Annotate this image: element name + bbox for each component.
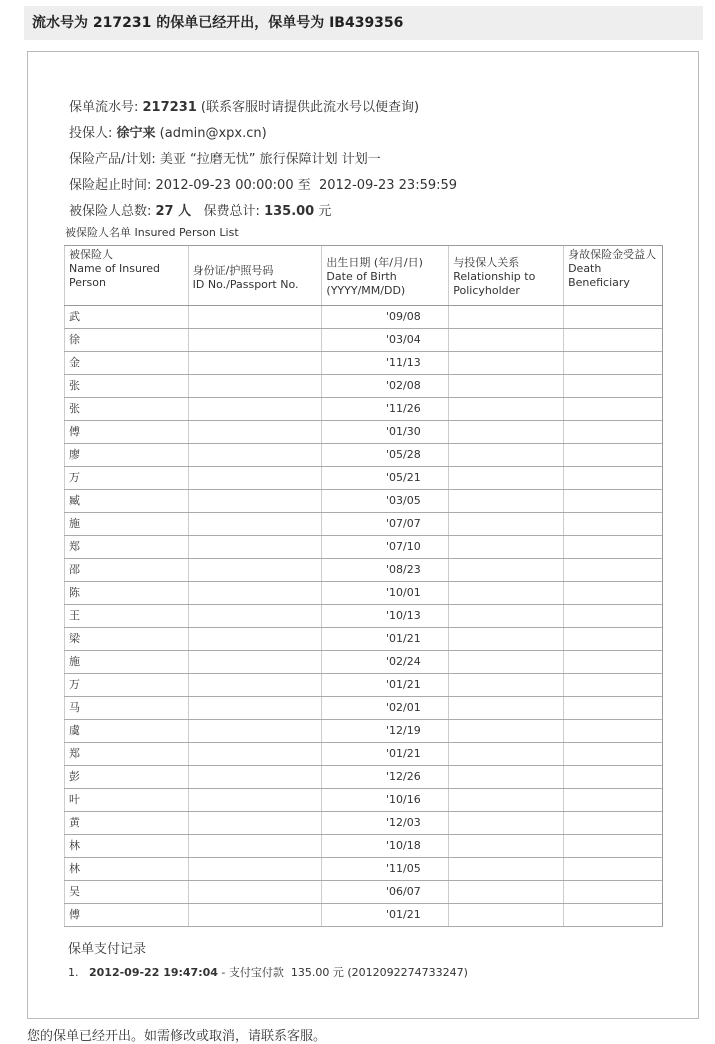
cell-relationship <box>449 375 564 398</box>
holder-line <box>69 122 267 141</box>
cell-name: 傅 <box>65 904 189 927</box>
cell-id <box>188 352 322 375</box>
column-en: Relationship to Policyholder <box>453 270 536 297</box>
cell-relationship <box>449 881 564 904</box>
holder-name: 徐宁来 <box>116 126 156 141</box>
column-header-id <box>188 246 322 306</box>
header-middle: 的保单已经开出，保单号为 <box>151 15 330 31</box>
header-policy-no: IB439356 <box>329 15 404 31</box>
cell-name: 徐 <box>65 329 189 352</box>
cell-id <box>188 835 322 858</box>
header-serial: 217231 <box>92 15 152 31</box>
serial-value: 217231 <box>142 100 197 115</box>
cell-id <box>188 375 322 398</box>
product-value: 美亚 “拉磨无忧” 旅行保障计划 计划一 <box>159 152 381 167</box>
cell-beneficiary <box>564 559 663 582</box>
cell-name: 金 <box>65 352 189 375</box>
cell-relationship <box>449 513 564 536</box>
table-row <box>65 858 663 881</box>
cell-relationship <box>449 559 564 582</box>
cell-dob: '10/13 <box>322 605 449 628</box>
column-header-name <box>65 246 189 306</box>
table-row <box>65 513 663 536</box>
cell-id <box>188 881 322 904</box>
period-value: 2012-09-23 00:00:00 至 2012-09-23 23:59:59 <box>155 178 458 193</box>
cell-dob: '02/24 <box>322 651 449 674</box>
cell-name: 施 <box>65 651 189 674</box>
cell-name: 吴 <box>65 881 189 904</box>
cell-name: 林 <box>65 858 189 881</box>
cell-relationship <box>449 329 564 352</box>
payment-time: 2012-09-22 19:47:04 <box>89 966 218 979</box>
cell-id <box>188 467 322 490</box>
cell-id <box>188 697 322 720</box>
table-row <box>65 789 663 812</box>
count-value: 27 人 <box>155 204 192 219</box>
cell-relationship <box>449 421 564 444</box>
header-bar <box>24 6 703 40</box>
table-row <box>65 697 663 720</box>
cell-id <box>188 674 322 697</box>
cell-id <box>188 789 322 812</box>
period-label: 保险起止时间: <box>69 178 156 193</box>
product-line <box>69 148 381 167</box>
serial-line <box>69 96 419 115</box>
cell-id <box>188 559 322 582</box>
cell-beneficiary <box>564 674 663 697</box>
cell-id <box>188 651 322 674</box>
cell-beneficiary <box>564 352 663 375</box>
cell-relationship <box>449 835 564 858</box>
cell-relationship <box>449 789 564 812</box>
cell-beneficiary <box>564 421 663 444</box>
cell-relationship <box>449 720 564 743</box>
footer-notice: 您的保单已经开出。如需修改或取消，请联系客服。 <box>27 1029 327 1044</box>
table-row <box>65 421 663 444</box>
cell-relationship <box>449 743 564 766</box>
cell-relationship <box>449 766 564 789</box>
cell-id <box>188 513 322 536</box>
cell-name: 张 <box>65 398 189 421</box>
table-row <box>65 375 663 398</box>
cell-dob: '02/01 <box>322 697 449 720</box>
cell-name: 梁 <box>65 628 189 651</box>
cell-dob: '03/04 <box>322 329 449 352</box>
cell-dob: '12/26 <box>322 766 449 789</box>
cell-name: 马 <box>65 697 189 720</box>
cell-relationship <box>449 306 564 329</box>
cell-id <box>188 444 322 467</box>
cell-id <box>188 421 322 444</box>
cell-name: 万 <box>65 674 189 697</box>
cell-id <box>188 766 322 789</box>
cell-beneficiary <box>564 306 663 329</box>
total-label: 保费总计: <box>191 204 265 219</box>
cell-name: 叶 <box>65 789 189 812</box>
cell-beneficiary <box>564 858 663 881</box>
serial-label: 保单流水号: <box>69 100 143 115</box>
cell-name: 虞 <box>65 720 189 743</box>
cell-relationship <box>449 352 564 375</box>
table-row <box>65 720 663 743</box>
cell-id <box>188 490 322 513</box>
table-row <box>65 881 663 904</box>
cell-dob: '07/07 <box>322 513 449 536</box>
cell-beneficiary <box>564 536 663 559</box>
cell-id <box>188 605 322 628</box>
insured-person-rows <box>65 306 663 927</box>
table-header-row <box>65 246 663 306</box>
cell-name: 陈 <box>65 582 189 605</box>
cell-beneficiary <box>564 398 663 421</box>
cell-beneficiary <box>564 720 663 743</box>
cell-id <box>188 628 322 651</box>
table-row <box>65 904 663 927</box>
table-row <box>65 398 663 421</box>
cell-id <box>188 398 322 421</box>
cell-name: 施 <box>65 513 189 536</box>
cell-name: 万 <box>65 467 189 490</box>
cell-beneficiary <box>564 490 663 513</box>
column-en: Date of Birth (YYYY/MM/DD) <box>326 270 406 297</box>
cell-dob: '02/08 <box>322 375 449 398</box>
cell-dob: '05/21 <box>322 467 449 490</box>
cell-beneficiary <box>564 628 663 651</box>
column-header-dob <box>322 246 449 306</box>
cell-dob: '12/19 <box>322 720 449 743</box>
insured-list-label: 被保险人名单 Insured Person List <box>65 226 239 239</box>
cell-id <box>188 536 322 559</box>
cell-dob: '11/13 <box>322 352 449 375</box>
table-row <box>65 605 663 628</box>
cell-relationship <box>449 904 564 927</box>
cell-beneficiary <box>564 881 663 904</box>
cell-relationship <box>449 444 564 467</box>
cell-relationship <box>449 490 564 513</box>
cell-dob: '08/23 <box>322 559 449 582</box>
cell-beneficiary <box>564 904 663 927</box>
cell-beneficiary <box>564 789 663 812</box>
column-zh: 身故保险金受益人 <box>568 248 657 261</box>
cell-relationship <box>449 651 564 674</box>
column-zh: 被保险人 <box>69 248 113 261</box>
total-unit: 元 <box>314 204 332 219</box>
column-zh: 身份证/护照号码 <box>192 264 274 277</box>
cell-name: 郑 <box>65 743 189 766</box>
cell-relationship <box>449 536 564 559</box>
cell-relationship <box>449 467 564 490</box>
cell-dob: '06/07 <box>322 881 449 904</box>
cell-relationship <box>449 812 564 835</box>
period-line <box>69 174 457 193</box>
column-header-beneficiary <box>564 246 663 306</box>
cell-id <box>188 720 322 743</box>
column-header-relationship <box>449 246 564 306</box>
cell-beneficiary <box>564 329 663 352</box>
table-row <box>65 812 663 835</box>
cell-beneficiary <box>564 812 663 835</box>
table-row <box>65 490 663 513</box>
table-row <box>65 329 663 352</box>
cell-beneficiary <box>564 444 663 467</box>
cell-name: 黄 <box>65 812 189 835</box>
table-row <box>65 651 663 674</box>
cell-dob: '11/26 <box>322 398 449 421</box>
table-row <box>65 467 663 490</box>
table-row <box>65 352 663 375</box>
payment-title: 保单支付记录 <box>68 942 147 957</box>
cell-dob: '09/08 <box>322 306 449 329</box>
cell-beneficiary <box>564 605 663 628</box>
cell-name: 王 <box>65 605 189 628</box>
cell-dob: '10/01 <box>322 582 449 605</box>
table-row <box>65 628 663 651</box>
cell-id <box>188 306 322 329</box>
cell-id <box>188 812 322 835</box>
cell-dob: '01/21 <box>322 904 449 927</box>
cell-beneficiary <box>564 467 663 490</box>
column-zh: 与投保人关系 <box>453 256 520 269</box>
cell-dob: '01/21 <box>322 743 449 766</box>
serial-note: (联系客服时请提供此流水号以便查询) <box>196 100 420 115</box>
table-row <box>65 444 663 467</box>
product-label: 保险产品/计划: <box>69 152 160 167</box>
cell-beneficiary <box>564 582 663 605</box>
cell-dob: '12/03 <box>322 812 449 835</box>
totals-line <box>69 200 331 219</box>
payment-desc: - 支付宝付款 135.00 元 (2012092274733247) <box>217 966 468 979</box>
cell-dob: '05/28 <box>322 444 449 467</box>
cell-beneficiary <box>564 513 663 536</box>
payment-item <box>68 964 468 980</box>
cell-dob: '03/05 <box>322 490 449 513</box>
holder-email: (admin@xpx.cn) <box>155 126 267 141</box>
table-row <box>65 743 663 766</box>
cell-dob: '11/05 <box>322 858 449 881</box>
table-row <box>65 835 663 858</box>
cell-name: 林 <box>65 835 189 858</box>
insured-person-table <box>64 245 663 927</box>
cell-dob: '07/10 <box>322 536 449 559</box>
column-en: Death Beneficiary <box>568 262 630 289</box>
payment-index: 1. <box>68 966 79 979</box>
table-row <box>65 674 663 697</box>
cell-dob: '01/30 <box>322 421 449 444</box>
holder-label: 投保人: <box>69 126 117 141</box>
cell-name: 郑 <box>65 536 189 559</box>
cell-dob: '10/18 <box>322 835 449 858</box>
cell-name: 邵 <box>65 559 189 582</box>
cell-id <box>188 329 322 352</box>
cell-id <box>188 582 322 605</box>
table-row <box>65 536 663 559</box>
cell-relationship <box>449 674 564 697</box>
cell-relationship <box>449 605 564 628</box>
header-prefix: 流水号为 <box>32 15 93 31</box>
cell-beneficiary <box>564 835 663 858</box>
cell-id <box>188 858 322 881</box>
cell-relationship <box>449 582 564 605</box>
table-row <box>65 766 663 789</box>
cell-relationship <box>449 697 564 720</box>
cell-dob: '01/21 <box>322 674 449 697</box>
cell-name: 张 <box>65 375 189 398</box>
cell-relationship <box>449 398 564 421</box>
cell-beneficiary <box>564 375 663 398</box>
cell-id <box>188 904 322 927</box>
cell-name: 廖 <box>65 444 189 467</box>
cell-name: 臧 <box>65 490 189 513</box>
cell-name: 傅 <box>65 421 189 444</box>
column-en: Name of Insured Person <box>69 262 160 289</box>
total-value: 135.00 <box>264 204 315 219</box>
column-zh: 出生日期 (年/月/日) <box>326 256 423 269</box>
table-row <box>65 582 663 605</box>
cell-name: 武 <box>65 306 189 329</box>
cell-relationship <box>449 858 564 881</box>
cell-id <box>188 743 322 766</box>
cell-dob: '10/16 <box>322 789 449 812</box>
cell-beneficiary <box>564 651 663 674</box>
cell-beneficiary <box>564 743 663 766</box>
table-row <box>65 559 663 582</box>
cell-beneficiary <box>564 766 663 789</box>
cell-relationship <box>449 628 564 651</box>
column-en: ID No./Passport No. <box>192 278 299 291</box>
table-row <box>65 306 663 329</box>
cell-beneficiary <box>564 697 663 720</box>
policy-panel <box>27 51 699 1019</box>
cell-name: 彭 <box>65 766 189 789</box>
count-label: 被保险人总数: <box>69 204 156 219</box>
cell-dob: '01/21 <box>322 628 449 651</box>
